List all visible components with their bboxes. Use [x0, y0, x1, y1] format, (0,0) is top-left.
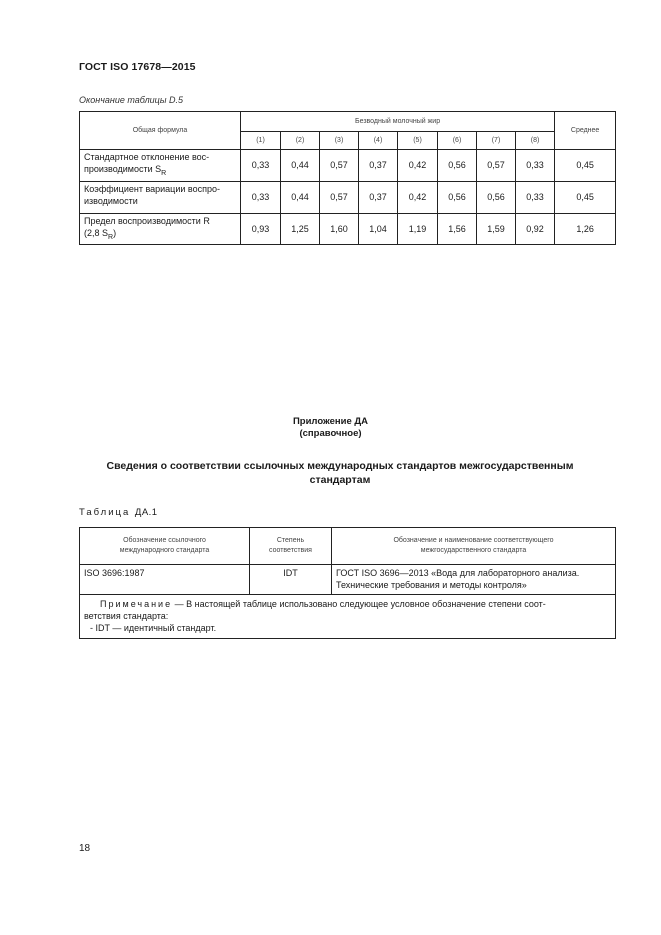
gost-standard-cell	[332, 565, 616, 595]
row-label	[80, 213, 241, 245]
table-caption-number: ДА.1	[134, 507, 158, 518]
note-line1	[84, 598, 609, 610]
appendix-heading-line2: стандартам	[309, 474, 371, 486]
gost-line1: ГОСТ ISO 3696—2013 «Вода для лабораторного анализа.	[336, 568, 580, 578]
formula-column-header: Общая формула	[80, 112, 241, 150]
value-cell: 0,37	[359, 181, 398, 213]
note-text-line2: ветствия стандарта:	[84, 611, 169, 621]
value-cell: 1,59	[477, 213, 516, 245]
row-label-subscript: R	[161, 169, 167, 177]
row-label-line2-text: изводимости	[84, 195, 138, 206]
value-cell: 0,33	[241, 181, 281, 213]
reproducibility-table	[79, 111, 616, 245]
mean-column-header: Среднее	[555, 112, 616, 150]
sample-label-6: (6)	[438, 132, 477, 150]
sample-label-5: (5)	[398, 132, 438, 150]
value-cell: 0,44	[281, 150, 320, 182]
gost-line2: Технические требования и методы контроля»	[336, 580, 527, 590]
sample-label-7: (7)	[477, 132, 516, 150]
note-label: Примечание	[100, 599, 173, 609]
intl-standard-column-header	[80, 528, 250, 565]
value-cell: 0,33	[516, 150, 555, 182]
col2-header-line1: Степень	[276, 537, 305, 544]
row-label-line1: Коэффициент вариации воспро-	[84, 183, 220, 194]
mean-cell: 1,26	[555, 213, 616, 245]
sample-label-3: (3)	[320, 132, 359, 150]
value-cell: 0,57	[320, 150, 359, 182]
mean-cell: 0,45	[555, 150, 616, 182]
table-row	[80, 565, 616, 595]
col3-header-line2: межгосударственного стандарта	[420, 547, 527, 554]
table-row	[80, 181, 616, 213]
value-cell: 0,44	[281, 181, 320, 213]
degree-column-header	[250, 528, 332, 565]
row-label-line2-text: (2,8 S	[84, 227, 109, 238]
row-label-line2-text: производимости S	[84, 164, 162, 174]
value-cell: 0,57	[477, 150, 516, 182]
value-cell: 0,37	[359, 150, 398, 182]
appendix-title: Приложение ДА	[292, 416, 369, 427]
gost-column-header	[332, 528, 616, 565]
value-cell: 0,42	[398, 181, 438, 213]
row-label-subscript: R	[108, 233, 114, 241]
col1-header-line2: международного стандарта	[119, 547, 210, 554]
row-label-line2	[84, 163, 234, 180]
value-cell: 0,56	[477, 181, 516, 213]
col3-header-line1: Обозначение и наименование соответствующего	[393, 537, 554, 544]
note-row	[80, 595, 616, 639]
sample-group-header: Безводный молочный жир	[241, 112, 555, 132]
value-cell: 1,60	[320, 213, 359, 245]
sample-label-4: (4)	[359, 132, 398, 150]
table-row	[80, 213, 616, 245]
row-label-line2	[84, 195, 234, 212]
value-cell: 1,25	[281, 213, 320, 245]
row-label-line2-end: )	[113, 227, 117, 238]
appendix-heading-line1: Сведения о соответствии ссылочных международных стандартов межгосударственным	[106, 460, 574, 472]
appendix-subtitle: (справочное)	[299, 428, 362, 439]
col2-header-line2: соответствия	[269, 547, 312, 554]
value-cell: 0,33	[241, 150, 281, 182]
standards-correspondence-table	[79, 527, 616, 639]
value-cell: 0,33	[516, 181, 555, 213]
value-cell: 1,04	[359, 213, 398, 245]
row-label-line1: Стандартное отклонение вос-	[84, 152, 210, 162]
value-cell: 0,56	[438, 150, 477, 182]
note-text-line1: — В настоящей таблице использовано следующее условное обозначение степени соот-	[174, 599, 546, 609]
appendix-heading	[90, 459, 590, 487]
degree-cell: IDT	[250, 565, 332, 595]
table-row	[80, 150, 616, 182]
value-cell: 0,92	[516, 213, 555, 245]
sample-label-2: (2)	[281, 132, 320, 150]
table-continuation-caption: Окончание таблицы D.5	[79, 95, 183, 105]
table-caption-word: Таблица	[79, 507, 131, 518]
sample-label-1: (1)	[241, 132, 281, 150]
sample-label-8: (8)	[516, 132, 555, 150]
document-header: ГОСТ ISO 17678—2015	[79, 61, 196, 73]
value-cell: 0,56	[438, 181, 477, 213]
note-text-line3: - IDT — идентичный стандарт.	[90, 623, 217, 633]
mean-cell: 0,45	[555, 181, 616, 213]
table-note	[80, 595, 616, 639]
value-cell: 0,57	[320, 181, 359, 213]
value-cell: 0,93	[241, 213, 281, 245]
row-label	[80, 181, 241, 213]
row-label-line1: Предел воспроизводимости R	[84, 215, 210, 226]
table-da1-caption	[79, 507, 158, 518]
value-cell: 0,42	[398, 150, 438, 182]
page-number: 18	[79, 843, 91, 854]
value-cell: 1,56	[438, 213, 477, 245]
value-cell: 1,19	[398, 213, 438, 245]
row-label	[80, 150, 241, 182]
col1-header-line1: Обозначение ссылочного	[123, 537, 206, 544]
row-label-line2	[84, 227, 234, 244]
intl-standard-cell: ISO 3696:1987	[80, 565, 250, 595]
